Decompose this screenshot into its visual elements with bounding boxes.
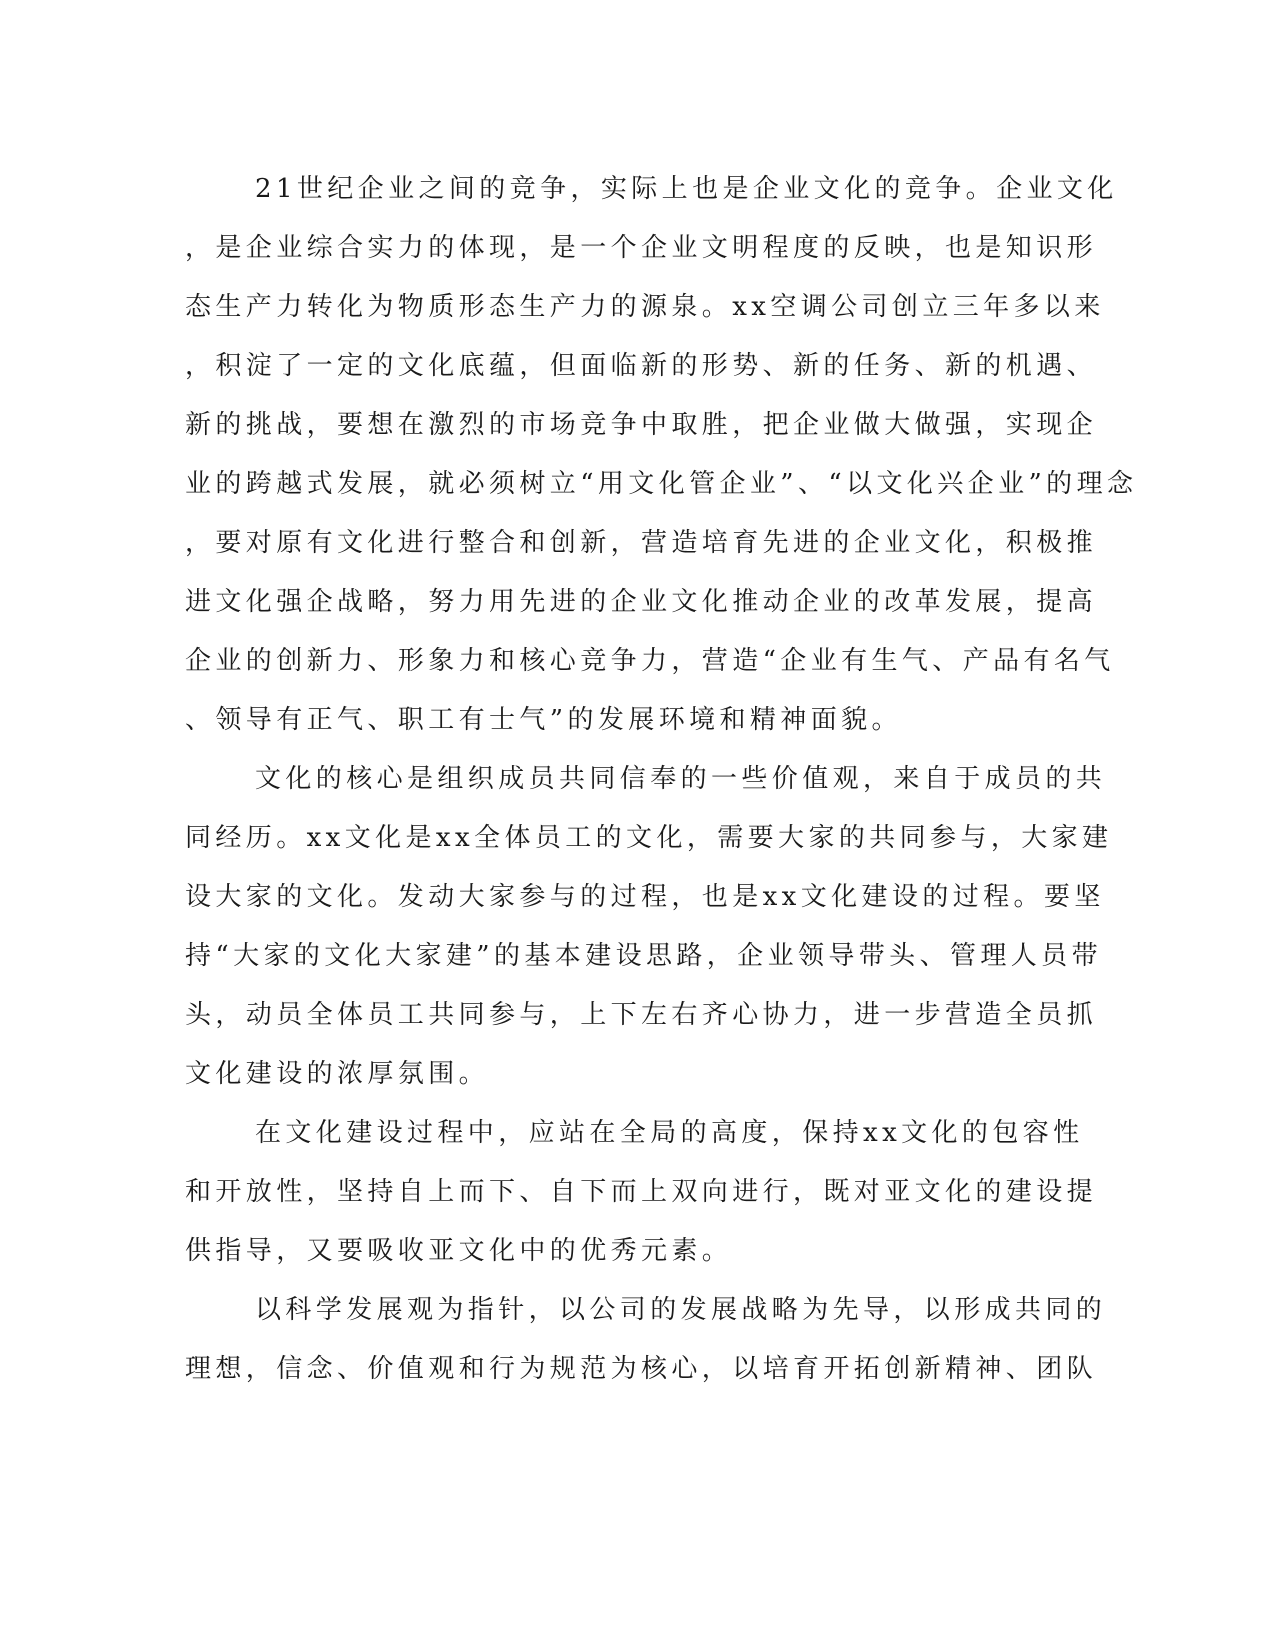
- document-body: [185, 160, 1138, 1399]
- text-line: ，是企业综合实力的体现，是一个企业文明程度的反映，也是知识形: [185, 233, 1098, 263]
- text-line: 以科学发展观为指针，以公司的发展战略为先导，以形成共同的: [255, 1295, 1107, 1325]
- text-line: 态生产力转化为物质形态生产力的源泉。xx空调公司创立三年多以来: [185, 292, 1105, 322]
- text-line: 文化的核心是组织成员共同信奉的一些价值观，来自于成员的共: [255, 764, 1107, 794]
- paragraph-3: [185, 1104, 1098, 1281]
- text-line: 持“大家的文化大家建”的基本建设思路，企业领导带头、管理人员带: [185, 941, 1102, 971]
- text-line: 供指导，又要吸收亚文化中的优秀元素。: [185, 1236, 733, 1266]
- text-line: 进文化强企战略，努力用先进的企业文化推动企业的改革发展，提高: [185, 587, 1098, 617]
- text-line: 业的跨越式发展，就必须树立“用文化管企业”、“以文化兴企业”的理念: [185, 469, 1138, 499]
- paragraph-2: [185, 750, 1113, 1104]
- text-line: 、领导有正气、职工有士气”的发展环境和精神面貌。: [185, 705, 902, 735]
- text-line: 头，动员全体员工共同参与，上下左右齐心协力，进一步营造全员抓: [185, 1000, 1098, 1030]
- text-line: 和开放性，坚持自上而下、自下而上双向进行，既对亚文化的建设提: [185, 1177, 1098, 1207]
- text-line: 理想，信念、价值观和行为规范为核心，以培育开拓创新精神、团队: [185, 1354, 1098, 1384]
- text-line: 在文化建设过程中，应站在全局的高度，保持xx文化的包容性: [255, 1118, 1084, 1148]
- text-line: 文化建设的浓厚氛围。: [185, 1059, 490, 1089]
- paragraph-4: [185, 1281, 1107, 1399]
- paragraph-1: [185, 160, 1138, 750]
- text-line: 同经历。xx文化是xx全体员工的文化，需要大家的共同参与，大家建: [185, 823, 1113, 853]
- text-line: 新的挑战，要想在激烈的市场竞争中取胜，把企业做大做强，实现企: [185, 410, 1098, 440]
- text-line: 21世纪企业之间的竞争，实际上也是企业文化的竞争。企业文化: [255, 174, 1118, 204]
- text-line: ，要对原有文化进行整合和创新，营造培育先进的企业文化，积极推: [185, 528, 1098, 558]
- text-line: ，积淀了一定的文化底蕴，但面临新的形势、新的任务、新的机遇、: [185, 351, 1098, 381]
- text-line: 设大家的文化。发动大家参与的过程，也是xx文化建设的过程。要坚: [185, 882, 1105, 912]
- text-line: 企业的创新力、形象力和核心竞争力，营造“企业有生气、产品有名气: [185, 646, 1115, 676]
